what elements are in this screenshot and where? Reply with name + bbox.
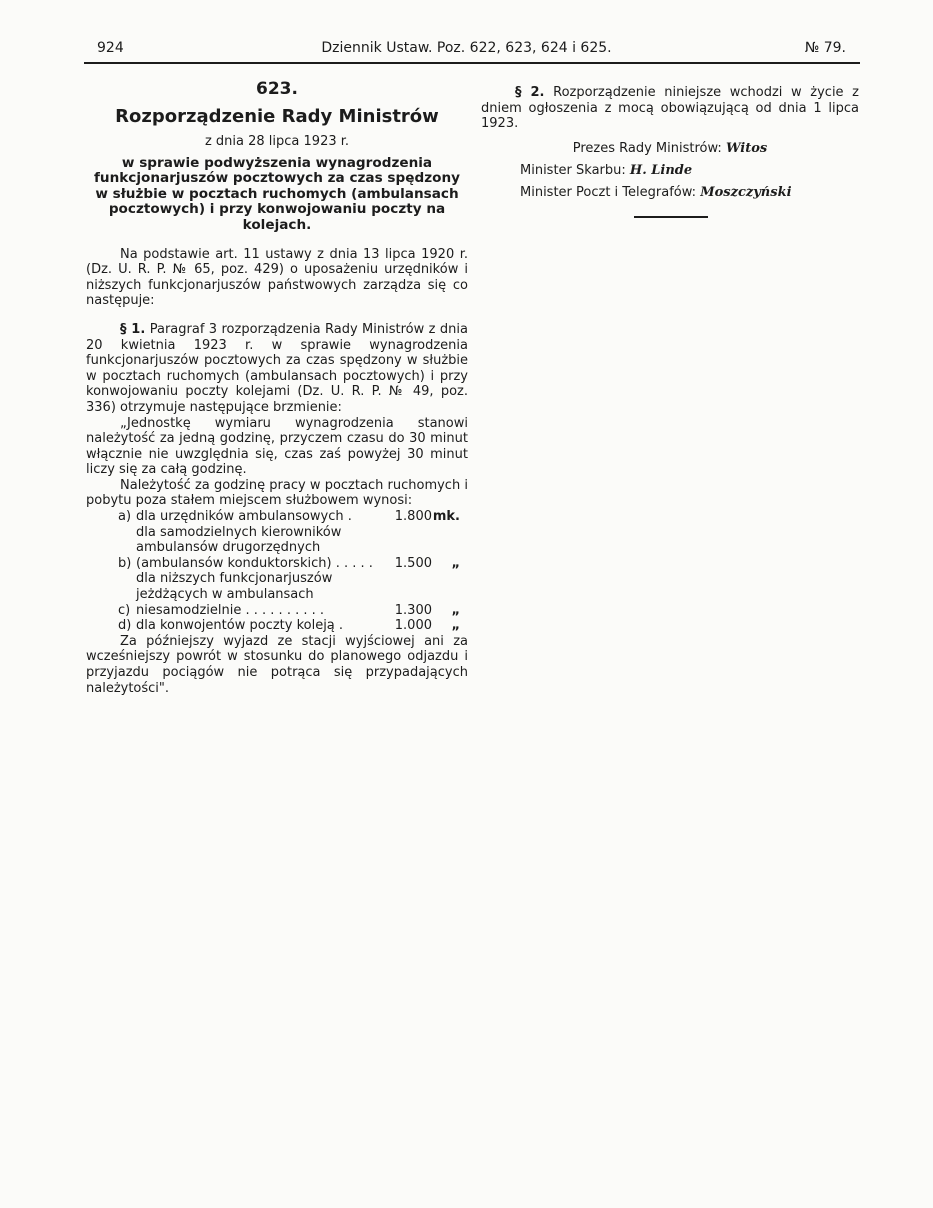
rate-description: dla konwojentów poczty koleją . bbox=[136, 618, 344, 634]
rate-letter: b) bbox=[118, 555, 132, 571]
rates-intro: Należytość za godzinę pracy w pocztach ruchomych i pobytu poza stałem miejscem służbowem wynosi: bbox=[86, 477, 468, 509]
rate-row bbox=[86, 571, 468, 618]
page-number: 924 bbox=[97, 40, 124, 56]
signature-role: Prezes Rady Ministrów: bbox=[572, 140, 722, 156]
signature-posts-minister bbox=[481, 182, 859, 204]
rate-letter: c) bbox=[118, 602, 131, 618]
rate-amount: 1.300 bbox=[394, 602, 432, 618]
rate-row bbox=[86, 525, 468, 572]
rate-letter: a) bbox=[118, 509, 132, 525]
issue-number: № 79. bbox=[804, 40, 846, 56]
signature-treasury-minister bbox=[481, 160, 859, 182]
act-title: Rozporządzenie Rady Ministrów bbox=[115, 106, 439, 127]
rates-list bbox=[86, 509, 468, 634]
signature-name: Witos bbox=[725, 140, 768, 156]
rate-letter: d) bbox=[118, 618, 132, 634]
signature-prime-minister bbox=[481, 138, 859, 160]
header-rule bbox=[84, 62, 860, 64]
rate-amount: 1.500 bbox=[394, 555, 432, 571]
section-2 bbox=[481, 85, 859, 132]
journal-header: Dziennik Ustaw. Poz. 622, 623, 624 i 625. bbox=[321, 40, 612, 56]
rate-description: dla niższych funkcjonarjuszów jeżdżących w ambulansach niesamodzielnie . . . . . . . . . . bbox=[136, 571, 333, 618]
section-1 bbox=[86, 322, 468, 416]
section-1-text: Paragraf 3 rozporządzenia Rady Ministrów z dnia 20 kwietnia 1923 r. w sprawie wynagrodzenia funkcjonarjuszów pocztowych za czas spędzony w służbie w pocztach ruchomych (ambulansach pocztowych) i przy konwojowaniu poczty kolejami (Dz. U. R. P. № 49, poz. 336) otrzymuje następujące brzmienie: bbox=[86, 321, 468, 415]
rate-description: dla urzędników ambulansowych . bbox=[136, 509, 352, 525]
act-number: 623. bbox=[256, 79, 298, 99]
rate-unit: „ bbox=[451, 602, 460, 618]
end-rule bbox=[634, 216, 708, 218]
rate-description: dla samodzielnych kierowników ambulansów drugorzędnych (ambulansów konduktorskich) . . . . . bbox=[136, 524, 373, 571]
section-2-label: § 2. bbox=[515, 85, 545, 100]
rate-row bbox=[86, 509, 468, 525]
signature-role: Minister Skarbu: bbox=[520, 162, 626, 178]
rate-unit: „ bbox=[451, 555, 460, 571]
quote-unit: „Jednostkę wymiaru wynagrodzenia stanowi należytość za jedną godzinę, przyczem czasu do 30 minut włącznie nie uwzględnia się, czas zaś powyżej 30 minut liczy się za całą godzinę. bbox=[86, 415, 468, 478]
section-2-text: Rozporządzenie niniejsze wchodzi w życie z dniem ogłoszenia z mocą obowiązującą od dnia 1 lipca 1923. bbox=[481, 85, 859, 132]
act-date: z dnia 28 lipca 1923 r. bbox=[204, 134, 350, 149]
rate-amount: 1.000 bbox=[394, 618, 432, 634]
late-return-paragraph: Za późniejszy wyjazd ze stacji wyjściowej ani za wcześniejszy powrót w stosunku do planowego odjazdu i przyjazdu pociągów nie potrąca się przypadających należytości". bbox=[86, 633, 468, 696]
rate-unit: „ bbox=[451, 618, 460, 634]
rate-unit: mk. bbox=[432, 509, 460, 525]
section-1-label: § 1. bbox=[120, 321, 146, 337]
signature-role: Minister Poczt i Telegrafów: bbox=[520, 184, 697, 200]
signature-name: H. Linde bbox=[629, 162, 693, 178]
rate-row bbox=[86, 618, 468, 634]
signature-name: Moszczyński bbox=[700, 184, 792, 200]
preamble: Na podstawie art. 11 ustawy z dnia 13 lipca 1920 r. (Dz. U. R. P. № 65, poz. 429) o uposażeniu urzędników i niższych funkcjonarjuszów państwowych zarządza się co następuje: bbox=[86, 246, 468, 309]
act-subject: w sprawie podwyższenia wynagrodzenia funkcjonarjuszów pocztowych za czas spędzony w służbie w pocztach ruchomych (ambulansach pocztowych) i przy konwojowaniu poczty na kolejach. bbox=[93, 154, 460, 233]
rate-amount: 1.800 bbox=[394, 509, 432, 525]
left-column bbox=[86, 72, 468, 696]
right-column bbox=[481, 72, 859, 218]
